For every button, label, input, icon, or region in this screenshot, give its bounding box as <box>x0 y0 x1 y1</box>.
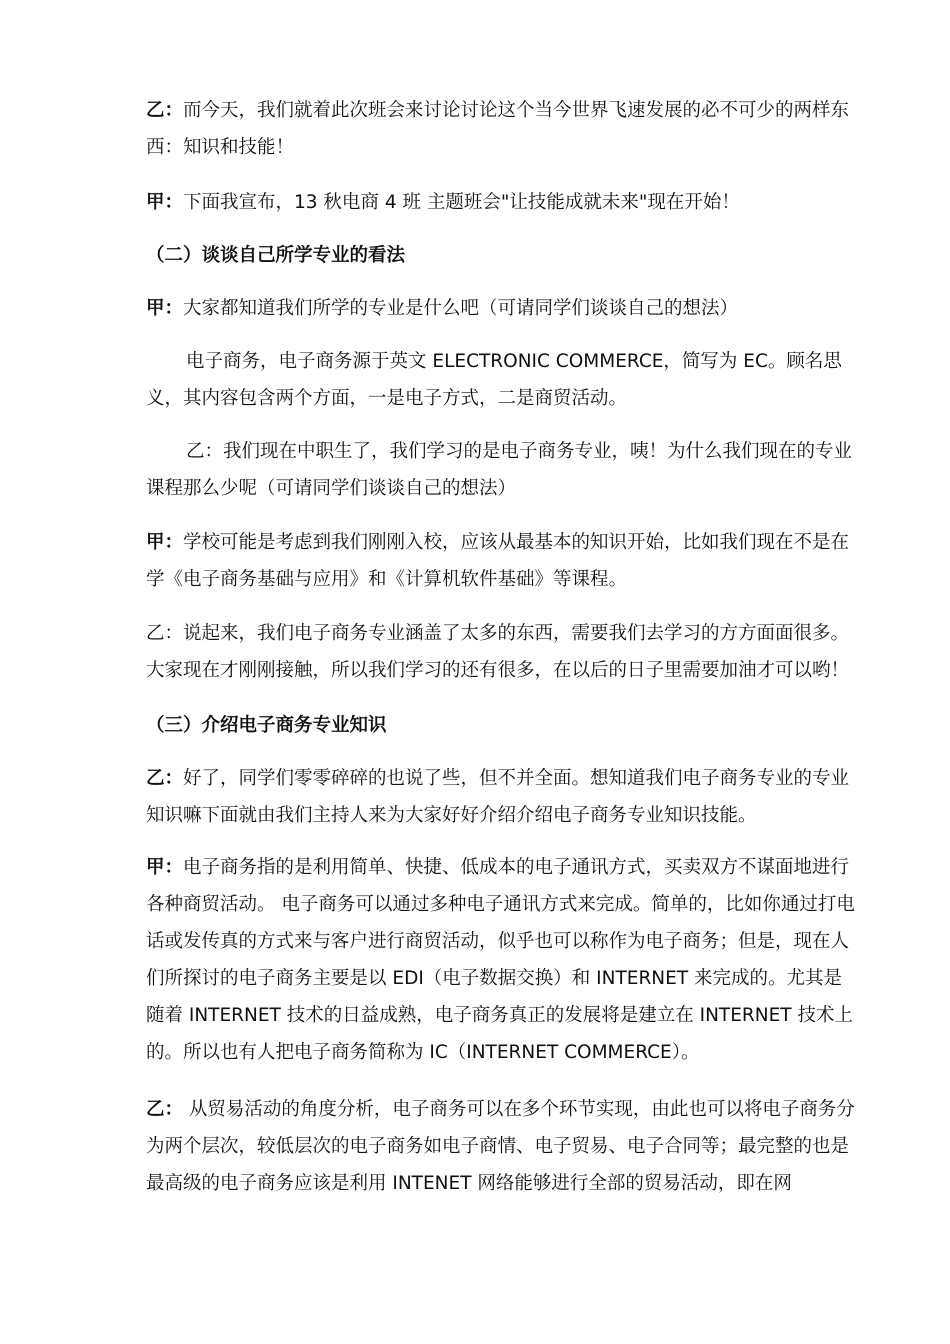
paragraph-text: 下面我宣布，13 秋电商 4 班 主题班会"让技能成就未来"现在开始！ <box>183 192 740 213</box>
section-heading-2: （二）谈谈自己所学专业的看法 <box>146 245 406 266</box>
paragraph-trade-analysis <box>146 1091 858 1202</box>
speaker-label: 乙： <box>146 1099 184 1120</box>
speaker-label: 甲： <box>146 192 184 213</box>
speaker-label: 甲： <box>146 532 184 553</box>
paragraph-course-question: 乙：我们现在中职生了，我们学习的是电子商务专业，咦！为什么我们现在的专业课程那么少呢（可请同学们谈谈自己的想法） <box>146 441 853 499</box>
paragraph-opening <box>146 92 858 166</box>
paragraph-text: 从贸易活动的角度分析，电子商务可以在多个环节实现，由此也可以将电子商务分为两个层次，较低层次的电子商务如电子商情、电子贸易、电子合同等；最完整的也是最高级的电子商务应该是利用 INTENET 网络能够进行全部的贸易活动，即在网 <box>146 1099 855 1194</box>
paragraph-text: 好了，同学们零零碎碎的也说了些，但不并全面。想知道我们电子商务专业的专业知识嘛下面就由我们主持人来为大家好好介绍介绍电子商务专业知识技能。 <box>146 768 850 826</box>
paragraph-text: 学校可能是考虑到我们刚刚入校，应该从最基本的知识开始，比如我们现在不是在学《电子商务基础与应用》和《计算机软件基础》等课程。 <box>146 532 850 590</box>
section-heading-3: （三）介绍电子商务专业知识 <box>146 715 387 736</box>
speaker-label: 乙： <box>146 100 184 121</box>
paragraph-question <box>146 290 858 327</box>
paragraph-scope: 乙：说起来，我们电子商务专业涵盖了太多的东西，需要我们去学习的方方面面很多。大家现在才刚刚接触，所以我们学习的还有很多，在以后的日子里需要加油才可以哟！ <box>146 623 850 681</box>
paragraph-intro <box>146 760 858 834</box>
paragraph-announcement <box>146 184 858 221</box>
paragraph-ec-definition: 电子商务，电子商务源于英文 ELECTRONIC COMMERCE，简写为 EC。顾名思义，其内容包含两个方面，一是电子方式，二是商贸活动。 <box>146 351 842 409</box>
speaker-label: 甲： <box>146 857 184 878</box>
speaker-label: 甲： <box>146 298 184 319</box>
paragraph-school-answer <box>146 524 858 598</box>
speaker-label: 乙： <box>146 768 184 789</box>
paragraph-text: 电子商务指的是利用简单、快捷、低成本的电子通讯方式，买卖双方不谋面地进行各种商贸活动。 电子商务可以通过多种电子通讯方式来完成。简单的，比如你通过打电话或发传真的方式来与客户进行商贸活动，似乎也可以称作为电子商务；但是，现在人们所探讨的电子商务主要是以 EDI（电子数据交换）和 INTERNET 来完成的。尤其是随着 INTERNET 技术的日益成熟，电子商务真正的发展将是建立在 INTERNET 技术上的。所以也有人把电子商务简称为 IC（INTERNET COMMERCE）。 <box>146 857 855 1063</box>
paragraph-text: 而今天，我们就着此次班会来讨论讨论这个当今世界飞速发展的必不可少的两样东西：知识和技能！ <box>146 100 850 158</box>
paragraph-text: 大家都知道我们所学的专业是什么吧（可请同学们谈谈自己的想法） <box>183 298 739 319</box>
paragraph-ec-explanation <box>146 849 858 1071</box>
